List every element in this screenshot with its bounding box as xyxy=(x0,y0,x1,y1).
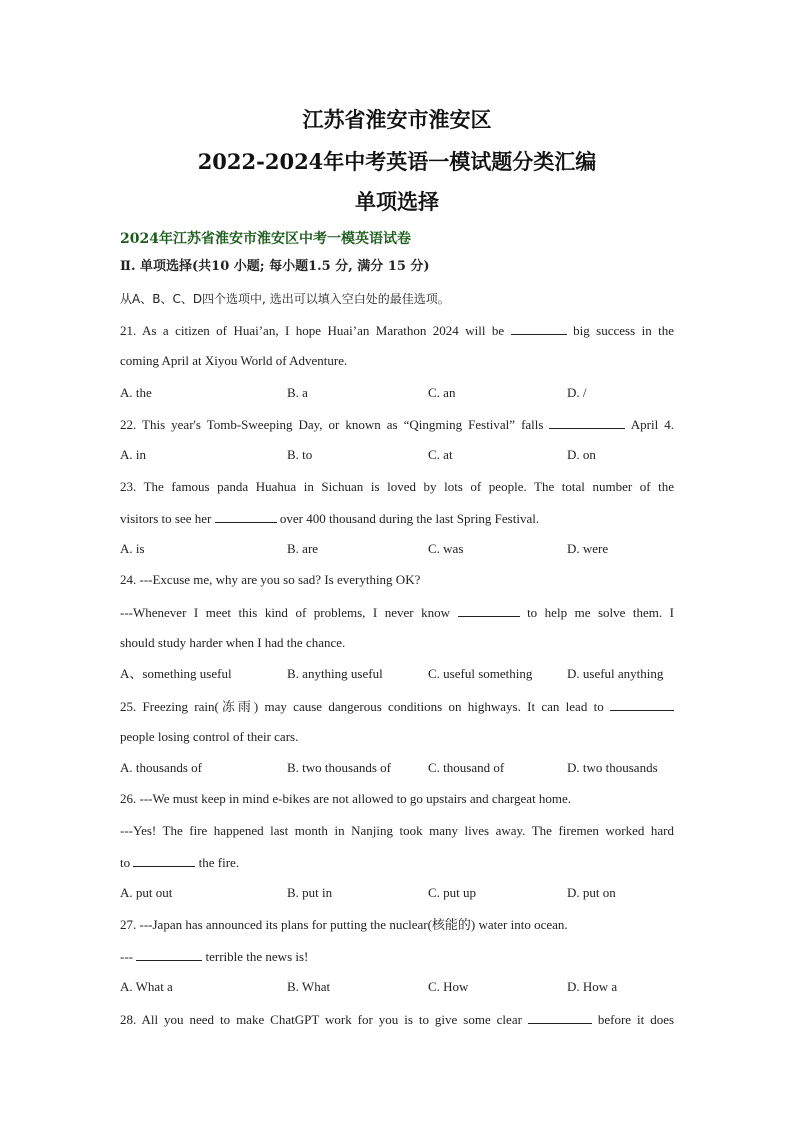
document-title-3: 单项选择 xyxy=(355,189,439,214)
option-b[interactable]: B. What xyxy=(287,979,331,994)
question-24-line-1 xyxy=(120,571,674,589)
option-c[interactable]: C. at xyxy=(428,447,453,462)
question-22-line-1 xyxy=(120,415,674,433)
question-25-line-1 xyxy=(120,697,674,715)
question-text-after-blank: April 4. xyxy=(630,417,674,432)
option-b[interactable]: B. anything useful xyxy=(287,666,383,681)
answer-blank[interactable] xyxy=(215,509,277,523)
question-text: --- xyxy=(120,949,133,964)
option-a[interactable]: A. the xyxy=(120,385,152,400)
answer-blank[interactable] xyxy=(549,415,625,429)
answer-blank[interactable] xyxy=(136,947,202,961)
question-26-line-2 xyxy=(120,822,674,840)
question-26-line-1 xyxy=(120,790,674,808)
question-text: ---Whenever I meet this kind of problems, I never know xyxy=(120,605,451,620)
instruction-text: 从A、B、C、D四个选项中, 选出可以填入空白处的最佳选项。 xyxy=(120,292,450,306)
option-a[interactable]: A. What a xyxy=(120,979,173,994)
question-text: 26. ---We must keep in mind e-bikes are not allowed to go upstairs and chargeat home. xyxy=(120,791,572,806)
question-text: 27. ---Japan has announced its plans for putting the nuclear(核能的) water into ocean. xyxy=(120,917,568,932)
option-c[interactable]: C. thousand of xyxy=(428,760,505,775)
question-text: 22. This year's Tomb-Sweeping Day, or known as “Qingming Festival” falls xyxy=(120,417,544,432)
question-24-line-2 xyxy=(120,603,674,621)
question-25-line-2 xyxy=(120,728,674,746)
question-21-line-1 xyxy=(120,321,674,339)
question-27-line-2 xyxy=(120,947,674,966)
question-23-line-1 xyxy=(120,478,674,496)
question-23-line-2 xyxy=(120,509,674,528)
answer-blank[interactable] xyxy=(528,1010,592,1024)
question-text: should study harder when I had the chance. xyxy=(120,635,346,650)
option-d[interactable]: D. put on xyxy=(567,885,616,900)
option-b[interactable]: B. put in xyxy=(287,885,333,900)
document-title-1: 江苏省淮安市淮安区 xyxy=(302,107,492,132)
question-27-line-1 xyxy=(120,916,674,934)
question-text-after-blank: big success in the xyxy=(573,323,674,338)
option-c[interactable]: C. useful something xyxy=(428,666,533,681)
question-text-after-blank: the fire. xyxy=(198,855,240,870)
question-text: to xyxy=(120,855,131,870)
question-text-after-blank: terrible the news is! xyxy=(205,949,309,964)
question-text: 21. As a citizen of Huai’an, I hope Huai’an Marathon 2024 will be xyxy=(120,323,505,338)
option-d[interactable]: D. two thousands xyxy=(567,760,658,775)
section-title: 2024年江苏省淮安市淮安区中考一模英语试卷 xyxy=(120,231,411,247)
answer-blank[interactable] xyxy=(458,603,520,617)
option-c[interactable]: C. an xyxy=(428,385,456,400)
option-c[interactable]: C. put up xyxy=(428,885,477,900)
question-24-line-3 xyxy=(120,634,674,652)
part-header: Ⅱ. 单项选择(共10 小题; 每小题1.5 分, 满分 15 分) xyxy=(120,259,430,274)
question-text: coming April at Xiyou World of Adventure. xyxy=(120,353,348,368)
option-a[interactable]: A. put out xyxy=(120,885,173,900)
option-a[interactable]: A. in xyxy=(120,447,146,462)
question-text-after-blank: over 400 thousand during the last Spring Festival. xyxy=(279,511,540,526)
answer-blank[interactable] xyxy=(511,321,567,335)
document-title-2: 2022-2024年中考英语一模试题分类汇编 xyxy=(197,149,597,174)
option-a[interactable]: A. is xyxy=(120,541,145,556)
answer-blank[interactable] xyxy=(133,853,195,867)
question-text-after-blank: to help me solve them. I xyxy=(527,605,674,620)
answer-blank[interactable] xyxy=(610,697,674,711)
question-text: people losing control of their cars. xyxy=(120,729,299,744)
question-text: ---Yes! The fire happened last month in Nanjing took many lives away. The firemen worked hard xyxy=(120,823,674,838)
option-c[interactable]: C. How xyxy=(428,979,469,994)
question-text-after-blank: before it does xyxy=(597,1012,674,1027)
option-d[interactable]: D. were xyxy=(567,541,609,556)
option-a[interactable]: A、something useful xyxy=(120,666,232,681)
option-d[interactable]: D. useful anything xyxy=(567,666,664,681)
option-d[interactable]: D. on xyxy=(567,447,596,462)
question-text: 24. ---Excuse me, why are you so sad? Is everything OK? xyxy=(120,572,421,587)
option-a[interactable]: A. thousands of xyxy=(120,760,202,775)
option-d[interactable]: D. How a xyxy=(567,979,618,994)
option-d[interactable]: D. / xyxy=(567,385,587,400)
question-text: 23. The famous panda Huahua in Sichuan is loved by lots of people. The total number of the xyxy=(120,479,674,494)
question-text: 28. All you need to make ChatGPT work for you is to give some clear xyxy=(120,1012,522,1027)
option-b[interactable]: B. to xyxy=(287,447,313,462)
question-21-line-2 xyxy=(120,352,674,370)
option-b[interactable]: B. a xyxy=(287,385,308,400)
option-b[interactable]: B. two thousands of xyxy=(287,760,391,775)
question-26-line-3 xyxy=(120,853,674,872)
option-b[interactable]: B. are xyxy=(287,541,319,556)
question-text: 25. Freezing rain(冻雨) may cause dangerous conditions on highways. It can lead to xyxy=(120,699,604,714)
question-28-line-1 xyxy=(120,1010,674,1028)
option-c[interactable]: C. was xyxy=(428,541,464,556)
question-text: visitors to see her xyxy=(120,511,212,526)
